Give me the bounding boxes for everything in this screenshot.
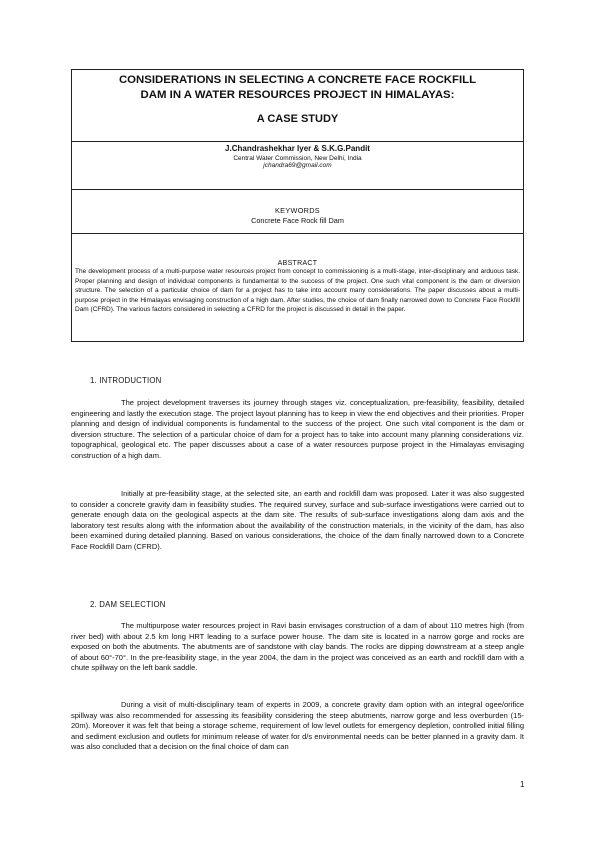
section-heading-dam-selection: 2. DAM SELECTION [90,600,166,609]
keywords-heading: KEYWORDS [275,206,320,215]
intro-paragraph-2: Initially at pre-feasibility stage, at the selected site, an earth and rockfill dam was proposed. Later it was also suggested to consider a concrete gravity dam in feasibility studies. The required survey, surface and sub-surface investigations were carried out to generate enough data on the geological aspects at the dam site. The results of sub-surface investigations along dam axis and the laboratory test results along with the information about the availability of the construction materials, in the vicinity of the dam, has also been examined during detailed planning. Based on various considerations, the choice of the dam finally narrowed down to a Concrete Face Rockfill Dam (CFRD). [71,489,524,551]
dam-selection-paragraph-2: During a visit of multi-disciplinary team of experts in 2009, a concrete gravity dam option with an integral ogee/orifice spillway was also recommended for assessing its feasibility considering the steep abutments, narrow gorge and less overburden (15-20m). Moreover it was felt that being a storage scheme, requirement of low level outlets for emergency depletion, controlled initial filling and sediment exclusion and outlets for minimum release of water for d/s environmental needs can be better planned in a gravity dam. It was also concluded that a decision on the final choice of dam can [71,700,524,751]
keywords-text: Concrete Face Rock fill Dam [251,216,344,225]
abstract-box [71,233,524,342]
title-subtitle: A CASE STUDY [256,113,339,125]
title-line-2: DAM IN A WATER RESOURCES PROJECT IN HIMALAYAS: [140,89,455,101]
dam-selection-paragraph-1: The multipurpose water resources project in Ravi basin envisages construction of a dam of about 110 metres high (from river bed) with about 2.5 km long HRT leading to a surface power house. The dam site is located in a narrow gorge and rocks are exposed on both the abutments. The abutments are of sandstone with clay bands. The rocks are dipping downstream at a steep angle of about 60°-70°. In the pre-feasibility stage, in the year 2004, the dam in the project was conceived as an earth and rockfill dam with a chute spillway on the left bank saddle. [71,621,524,672]
author-affiliation: Central Water Commission, New Delhi, India [233,155,362,162]
author-names: J.Chandrashekhar Iyer & S.K.G.Pandit [225,144,370,153]
title-line-1: CONSIDERATIONS IN SELECTING A CONCRETE FACE ROCKFILL [118,74,477,86]
abstract-heading: ABSTRACT [277,260,318,267]
abstract-text: The development process of a multi-purpose water resources project from concept to commissioning is a multi-stage, inter-disciplinary and arduous task. Proper planning and design of individual components is fundamental to the success of the project. One such vital component is the dam or diversion structure. The selection of a particular choice of dam for a project has to take into account many considerations. The paper discusses about a multi-purpose project in the Himalayas envisaging construction of a high dam. After studies, the choice of dam finally narrowed down to Concrete Face Rockfill Dam (CFRD). The various factors considered in selecting a CFRD for the project is discussed in detail in the paper. [75,268,520,314]
section-heading-introduction: 1. INTRODUCTION [90,376,162,385]
intro-paragraph-1: The project development traverses its journey through stages viz. conceptualization, pre-feasibility, feasibility, detailed engineering and lastly the execution stage. The project layout planning has to keep in view the end objectives and their priorities. Proper planning and design of individual components is fundamental to the success of the project. One such vital component is the dam or diversion structure. The selection of a particular choice of dam for a project has to take into account many planning considerations viz. topographical, geological etc. The paper discusses about a case of a water resources purpose project in the Himalayas envisaging construction of a high dam. [71,398,524,460]
keywords-box [71,189,524,234]
page-number: 1 [520,780,525,789]
author-email: jchandra69@gmail.com [263,162,332,169]
authors-box [71,141,524,190]
title-box [71,69,524,142]
